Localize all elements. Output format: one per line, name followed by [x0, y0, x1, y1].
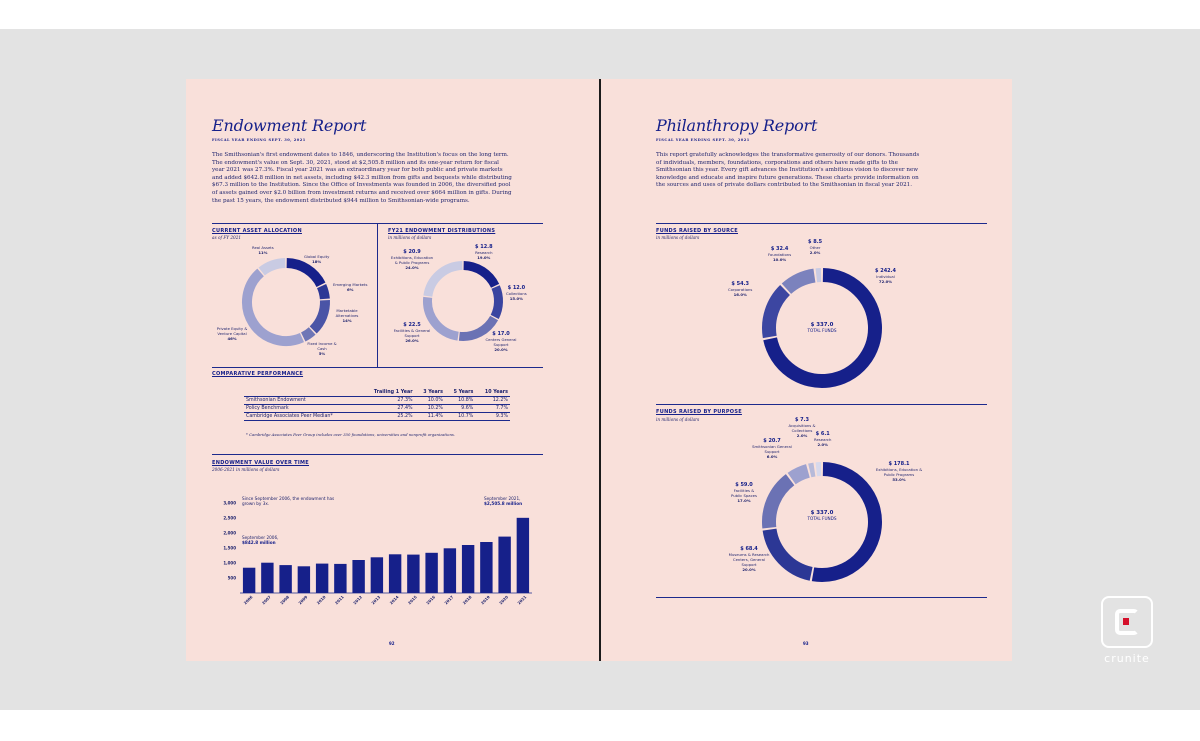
- x-tick-label: 2010: [315, 594, 327, 606]
- donut-segment: [287, 263, 321, 285]
- growth-annotation: Since September 2006, the endowment has grown by 3x.: [242, 496, 335, 507]
- table-cell: 25.2%: [360, 413, 415, 421]
- x-tick-label: 2021: [516, 594, 528, 606]
- table-cell: 11.4%: [415, 413, 445, 421]
- donut-segment: [428, 266, 463, 297]
- x-tick-label: 2019: [479, 594, 491, 606]
- by-purpose-donut: [761, 461, 883, 583]
- distribution-label-centers: $ 17.0 Centers General Support 20.0%: [485, 331, 517, 352]
- purpose-label-general-support: $ 20.7 Smithsonian General Support 6.0%: [752, 438, 792, 459]
- divider: [656, 223, 987, 224]
- donut-segment: [262, 263, 286, 272]
- donut-segment: [769, 480, 790, 528]
- right-page: [601, 79, 1012, 661]
- source-label-foundations: $ 32.4 Foundations 10.0%: [768, 246, 792, 262]
- x-tick-label: 2017: [443, 594, 455, 606]
- distribution-label-collections: $ 12.0 Collections 15.0%: [506, 285, 527, 301]
- x-tick-label: 2020: [498, 594, 510, 606]
- by-source-total: $ 337.0 TOTAL FUNDS: [807, 322, 837, 334]
- divider: [377, 223, 378, 367]
- page-title: Endowment Report: [212, 116, 367, 135]
- table-cell: 10.7%: [445, 413, 475, 421]
- purpose-label-research: $ 6.1 Research 2.0%: [814, 431, 832, 447]
- bar-2015: [407, 555, 419, 593]
- allocation-label-private-equity: Private Equity & Venture Capital 46%: [216, 326, 248, 341]
- performance-heading: COMPARATIVE PERFORMANCE: [212, 371, 304, 377]
- endowment-bar-chart: [214, 497, 536, 609]
- x-tick-label: 2012: [352, 594, 364, 606]
- column-header: 3 Years: [415, 390, 445, 397]
- purpose-label-facilities: $ 59.0 Facilities & Public Spaces 17.0%: [731, 482, 757, 503]
- left-page: [186, 79, 599, 661]
- distributions-donut: [422, 260, 504, 342]
- column-header: 5 Years: [445, 390, 475, 397]
- y-tick-label: 2,500: [223, 515, 236, 521]
- distribution-label-research: $ 12.8 Research 19.0%: [475, 244, 493, 260]
- table-row: [244, 397, 510, 405]
- divider: [656, 404, 987, 405]
- donut-segment: [495, 287, 499, 317]
- purpose-label-acquisitions: $ 7.3 Acquisitions & Collections 2.0%: [788, 417, 816, 438]
- by-purpose-subheading: in millions of dollars: [656, 417, 700, 422]
- table-cell: 27.4%: [360, 405, 415, 413]
- by-source-subheading: in millions of dollars: [656, 235, 700, 240]
- table-row: [244, 405, 510, 413]
- purpose-label-exhibitions: $ 178.1 Exhibitions, Education & Public Programs 53.0%: [875, 461, 923, 482]
- donut-segment: [813, 469, 875, 575]
- divider: [212, 454, 543, 455]
- table-cell: 9.6%: [445, 405, 475, 413]
- table-cell: Policy Benchmark: [244, 405, 360, 413]
- x-tick-label: 2015: [406, 594, 418, 606]
- x-tick-label: 2007: [260, 594, 272, 606]
- bar-2016: [425, 553, 437, 593]
- asset-allocation-subheading: as of FY 2021: [212, 235, 242, 240]
- bar-2013: [371, 557, 383, 593]
- performance-table: [244, 390, 510, 421]
- bar-2019: [480, 542, 492, 593]
- donut-segment: [464, 266, 495, 286]
- brand-logo-dot: [1123, 618, 1129, 625]
- bar-2010: [316, 564, 328, 593]
- y-tick-label: 500: [227, 575, 236, 581]
- table-cell: 10.2%: [415, 405, 445, 413]
- page-subtitle: FISCAL YEAR ENDING SEPT. 30, 2021: [656, 138, 750, 142]
- bar-2009: [298, 566, 310, 593]
- intro-paragraph: This report gratefully acknowledges the transformative generosity of our donors. Thousands of individuals, members, foundations, corporations and others have made gifts to the Smithsonian this year. Every gift advances the Institution's ambitious vision to discover new knowledge and educate and inspire future generations. These charts provide information on the sources and uses of private dollars contributed to the Smithsonian in fiscal year 2021.: [656, 152, 920, 189]
- start-annotation: September 2006, $842.8 million: [242, 535, 279, 546]
- bar-2006: [243, 568, 255, 593]
- page-title: Philanthropy Report: [656, 116, 818, 135]
- table-cell: 10.8%: [445, 397, 475, 405]
- bar-2014: [389, 554, 401, 593]
- x-tick-label: 2008: [279, 594, 291, 606]
- distribution-label-facilities: $ 22.5 Facilities & General Support 26.0%: [393, 322, 431, 343]
- performance-footnote: * Cambridge Associates Peer Group includes over 350 foundations, universities and nonprofit organizations.: [246, 432, 456, 437]
- divider: [656, 597, 987, 598]
- by-purpose-total: $ 337.0 TOTAL FUNDS: [807, 510, 837, 522]
- asset-allocation-heading: CURRENT ASSET ALLOCATION: [212, 228, 302, 234]
- bar-2007: [261, 563, 273, 593]
- donut-segment: [810, 470, 815, 471]
- purpose-label-museums: $ 68.4 Museums & Research Centers, General Support 20.0%: [728, 546, 770, 572]
- bar-2020: [498, 537, 510, 593]
- divider: [212, 367, 543, 368]
- table-cell: Cambridge Associates Peer Median*: [244, 413, 360, 421]
- table-cell: 7.7%: [475, 405, 510, 413]
- x-tick-label: 2011: [333, 594, 345, 606]
- distribution-label-exhibitions: $ 20.9 Exhibitions, Education & Public Programs 24.0%: [390, 249, 434, 270]
- column-header: Trailing 1 Year: [360, 390, 415, 397]
- page-number: 93: [803, 641, 809, 646]
- allocation-label-emerging-markets: Emerging Markets 6%: [333, 282, 368, 292]
- x-tick-label: 2013: [370, 594, 382, 606]
- bar-2008: [279, 565, 291, 593]
- bar-2012: [352, 560, 364, 593]
- x-tick-label: 2009: [297, 594, 309, 606]
- distributions-subheading: in millions of dollars: [388, 235, 432, 240]
- by-purpose-heading: FUNDS RAISED BY PURPOSE: [656, 409, 742, 415]
- bar-2011: [334, 564, 346, 593]
- end-annotation: September 2021, $2,505.8 million: [484, 496, 523, 507]
- table-cell: Smithsonian Endowment: [244, 397, 360, 405]
- table-cell: 9.3%: [475, 413, 510, 421]
- donut-segment: [786, 276, 814, 289]
- by-source-heading: FUNDS RAISED BY SOURCE: [656, 228, 738, 234]
- page-subtitle: FISCAL YEAR ENDING SEPT. 30, 2021: [212, 138, 306, 142]
- y-tick-label: 2,000: [223, 530, 236, 536]
- table-cell: 10.0%: [415, 397, 445, 405]
- allocation-label-real-assets: Real Assets 11%: [252, 245, 274, 255]
- donut-segment: [247, 272, 302, 341]
- page-number: 92: [389, 641, 395, 646]
- source-label-other: $ 8.5 Other 2.0%: [808, 239, 823, 255]
- bar-2021: [517, 518, 529, 593]
- bar-2018: [462, 545, 474, 593]
- endowment-value-heading: ENDOWMENT VALUE OVER TIME: [212, 460, 310, 466]
- y-tick-label: 3,000: [223, 500, 236, 506]
- allocation-label-fixed-income: Fixed Income & Cash 5%: [307, 341, 337, 356]
- bar-2017: [444, 548, 456, 593]
- donut-segment: [303, 331, 312, 337]
- table-cell: 12.2%: [475, 397, 510, 405]
- column-header: 10 Years: [475, 390, 510, 397]
- donut-segment: [428, 297, 459, 336]
- allocation-label-global-equity: Global Equity 18%: [304, 254, 330, 264]
- donut-segment: [770, 530, 812, 574]
- asset-allocation-donut: [241, 257, 331, 347]
- x-tick-label: 2014: [388, 594, 400, 606]
- y-tick-label: 1,000: [223, 560, 236, 566]
- intro-paragraph: The Smithsonian's first endowment dates to 1846, underscoring the Institution's focus on the long term. The endowment's value on Sept. 30, 2021, stood at $2,505.8 million and its one-year return for fiscal year 2021 was 27.3%. Fiscal year 2021 was an extraordinary year for both public and private markets and added $642.8 million in net assets, including $42.3 million from gifts and bequests while distributing $67.3 million to the Institution. Since the Office of Investments was founded in 2006, the diversified pool of assets gained over $2.0 billion from investment returns and received over $664 million in gifts. During the past 15 years, the endowment distributed $944 million to Smithsonian-wide programs.: [212, 152, 512, 204]
- source-label-individual: $ 242.4 Individual 72.0%: [875, 268, 897, 284]
- endowment-value-subheading: 2006-2021 in millions of dollars: [212, 467, 280, 472]
- donut-segment: [792, 471, 808, 479]
- y-tick-label: 1,500: [223, 545, 236, 551]
- brand-name: crunite: [1104, 652, 1150, 665]
- x-tick-label: 2016: [425, 594, 437, 606]
- donut-segment: [322, 286, 325, 299]
- table-row: [244, 413, 510, 421]
- source-label-corporations: $ 54.3 Corporations 16.0%: [728, 281, 753, 297]
- x-tick-label: 2018: [461, 594, 473, 606]
- donut-segment: [769, 290, 785, 337]
- x-tick-label: 2006: [242, 594, 254, 606]
- donut-segment: [313, 300, 325, 330]
- table-cell: 27.3%: [360, 397, 415, 405]
- distributions-heading: FY21 ENDOWMENT DISTRIBUTIONS: [388, 228, 496, 234]
- allocation-label-marketable-alternatives: Marketable Alternatives 14%: [335, 308, 359, 323]
